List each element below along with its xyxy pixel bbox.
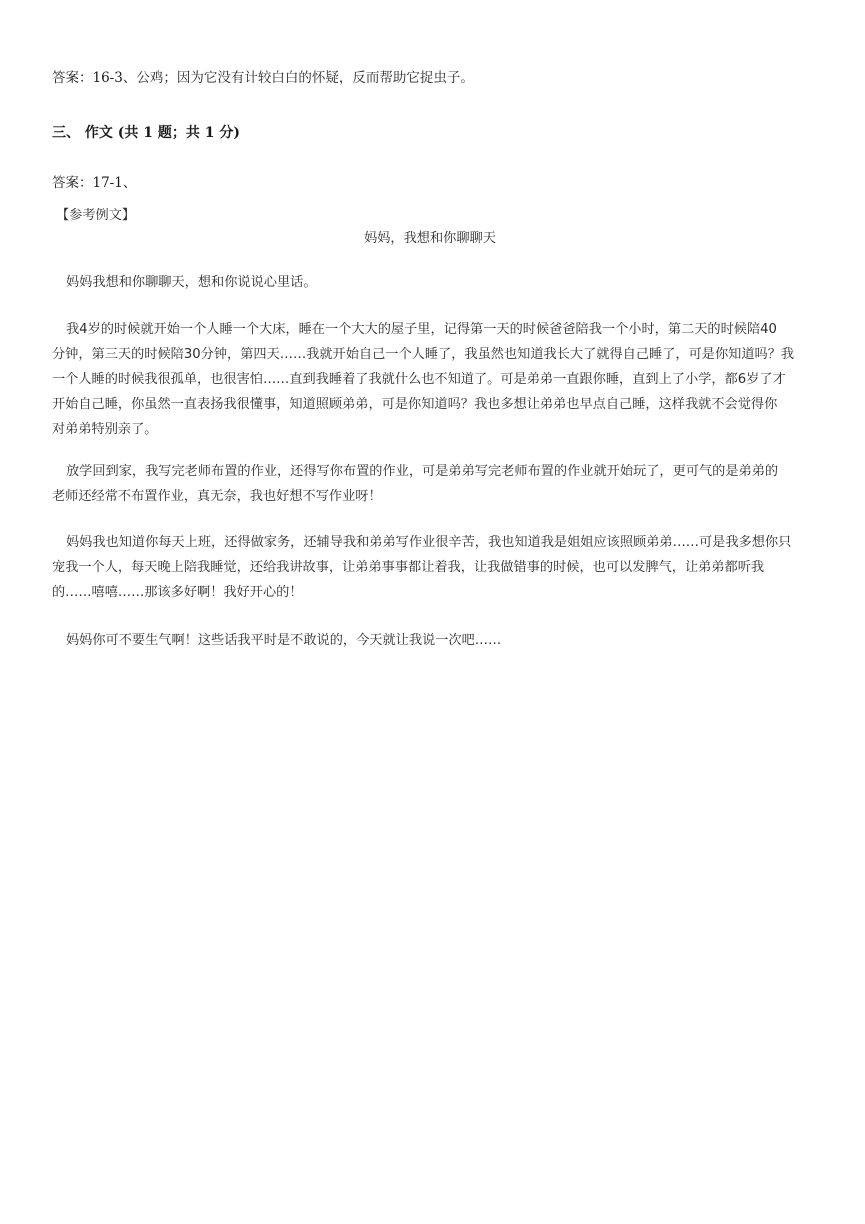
essay-line: 的……嘻嘻……那该多好啊！我好开心的！ (52, 585, 303, 600)
essay-line: 老师还经常不布置作业，真无奈，我也好想不写作业呀！ (52, 489, 382, 504)
essay-line: 放学回到家，我写完老师布置的作业，还得写你布置的作业，可是弟弟写完老师布置的作业就开始玩了，更可气的是弟弟的 (66, 464, 779, 479)
essay-line: 妈妈你可不要生气啊！这些话我平时是不敢说的，今天就让我说一次吧…… (66, 633, 502, 648)
answer-text: 公鸡；因为它没有计较白白的怀疑，反而帮助它捉虫子。 (136, 70, 474, 86)
essay-line: 分钟，第三天的时候陪30分钟，第四天……我就开始自己一个人睡了，我虽然也知道我长大了就得自己睡了，可是你知道吗？我 (52, 347, 795, 362)
essay-paragraph (52, 270, 828, 295)
answer-17-1: 答案：17-1、 (52, 175, 137, 191)
answer-16-3 (52, 66, 474, 86)
answer-prefix: 答案：16-3、 (52, 70, 137, 86)
essay-line: 一个人睡的时候我很孤单，也很害怕……直到我睡着了我就什么也不知道了。可是弟弟一直跟你睡，直到上了小学，都6岁了才 (52, 372, 786, 387)
essay-line: 妈妈我也知道你每天上班，还得做家务，还辅导我和弟弟写作业很辛苦，我也知道我是姐姐应该照顾弟弟……可是我多想你只 (66, 535, 792, 550)
essay-paragraph (52, 317, 828, 442)
essay-line: 我4岁的时候就开始一个人睡一个大床，睡在一个大大的屋子里，记得第一天的时候爸爸陪我一个小时，第二天的时候陪40 (66, 322, 777, 337)
essay-line: 开始自己睡，你虽然一直表扬我很懂事，知道照顾弟弟，可是你知道吗？我也多想让弟弟也早点自己睡，这样我就不会觉得你 (52, 397, 778, 412)
essay-line: 宠我一个人，每天晚上陪我睡觉，还给我讲故事，让弟弟事事都让着我，让我做错事的时候，也可以发脾气，让弟弟都听我 (52, 560, 765, 575)
essay-line: 对弟弟特别亲了。 (52, 422, 158, 437)
essay-title: 妈妈，我想和你聊聊天 (364, 231, 496, 246)
essay-line: 妈妈我想和你聊聊天，想和你说说心里话。 (66, 275, 317, 290)
essay-paragraph (52, 530, 828, 605)
essay-paragraph (52, 628, 828, 653)
essay-label: 【参考例文】 (56, 208, 136, 223)
essay-paragraph (52, 459, 828, 509)
section-heading: 三、 作文 (共 1 题；共 1 分) (52, 125, 240, 141)
